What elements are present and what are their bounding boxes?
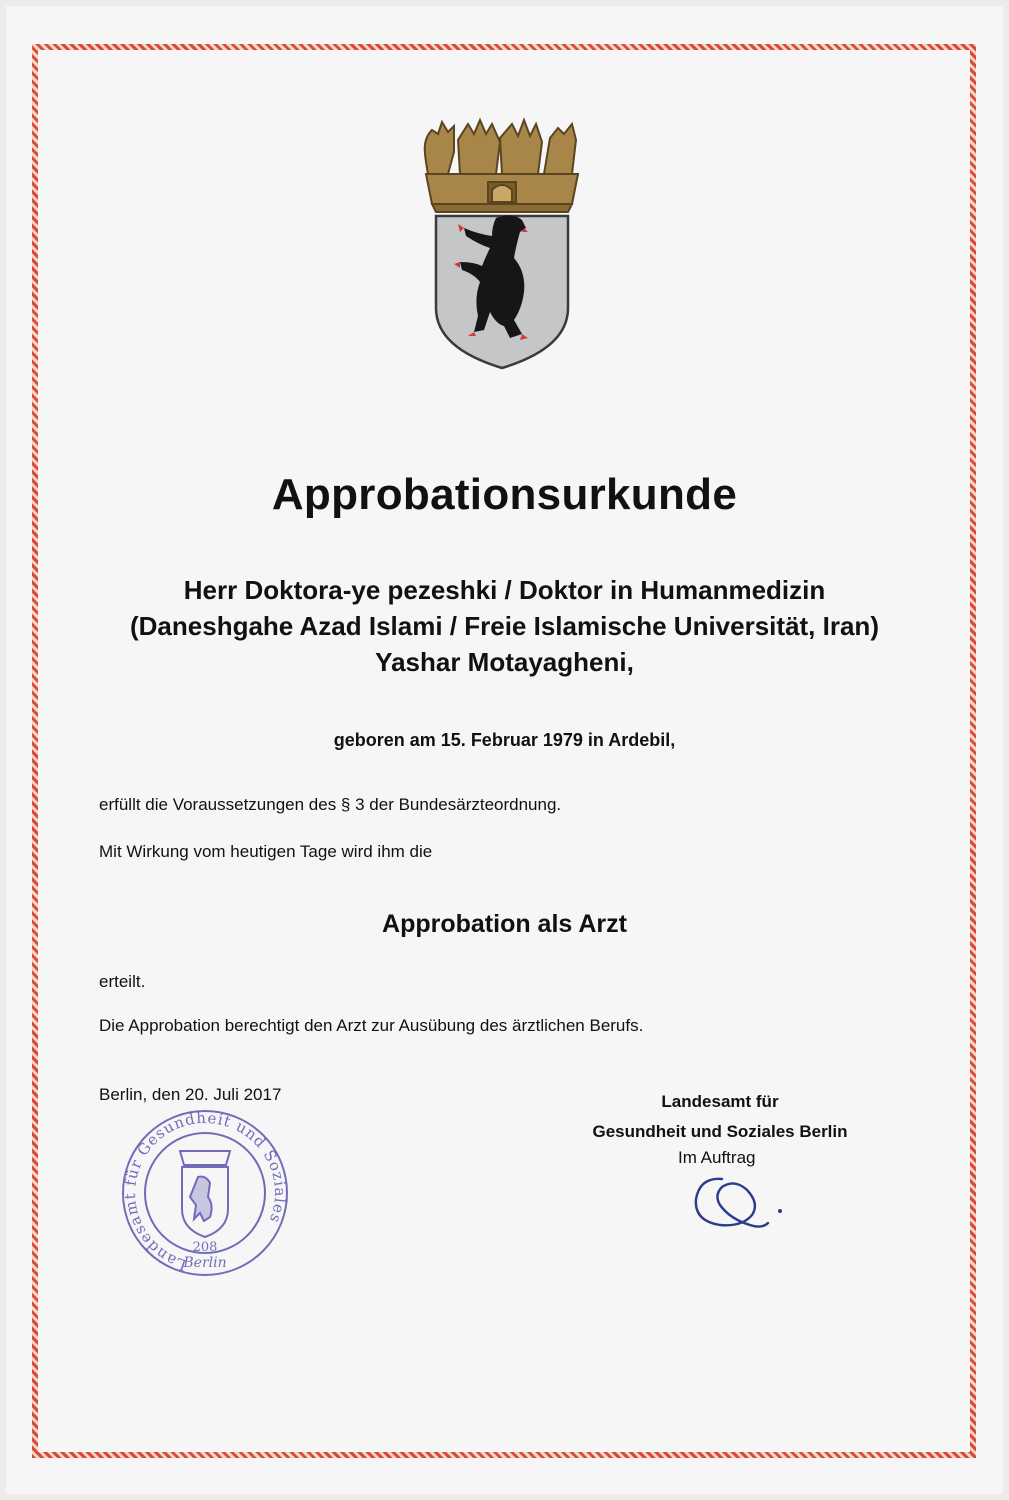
birth-line: geboren am 15. Februar 1979 in Ardebil, [333, 730, 676, 750]
issuing-authority [560, 1087, 880, 1147]
official-seal-icon [110, 1105, 300, 1285]
berlin-coat-of-arms-icon [418, 112, 586, 374]
seal-ring-text: Landesamt für Gesundheit und Soziales [120, 1108, 290, 1275]
holder-name-block [0, 572, 1009, 680]
mandate-text: Im Auftrag [678, 1148, 756, 1167]
seal-number: 208 [192, 1240, 218, 1255]
approbation-heading: Approbation als Arzt [382, 910, 627, 938]
seal-city: Berlin [183, 1255, 227, 1271]
entitlement-text: Die Approbation berechtigt den Arzt zur Ausübung des ärztlichen Berufs. [99, 1016, 644, 1035]
handwritten-signature-icon [680, 1165, 800, 1245]
authority-line-2: Gesundheit und Soziales Berlin [592, 1122, 848, 1141]
authority-line-1: Landesamt für [661, 1092, 779, 1111]
effect-text: Mit Wirkung vom heutigen Tage wird ihm die [99, 842, 433, 861]
place-date: Berlin, den 20. Juli 2017 [99, 1085, 282, 1104]
holder-name: Yashar Motayagheni, [375, 647, 634, 677]
university-line: (Daneshgahe Azad Islami / Freie Islamische Universität, Iran) [130, 611, 879, 641]
requirements-text: erfüllt die Voraussetzungen des § 3 der Bundesärzteordnung. [99, 795, 562, 814]
degree-line: Herr Doktora-ye pezeshki / Doktor in Humanmedizin [183, 575, 826, 605]
granted-text: erteilt. [99, 972, 146, 991]
document-title: Approbationsurkunde [271, 470, 738, 519]
